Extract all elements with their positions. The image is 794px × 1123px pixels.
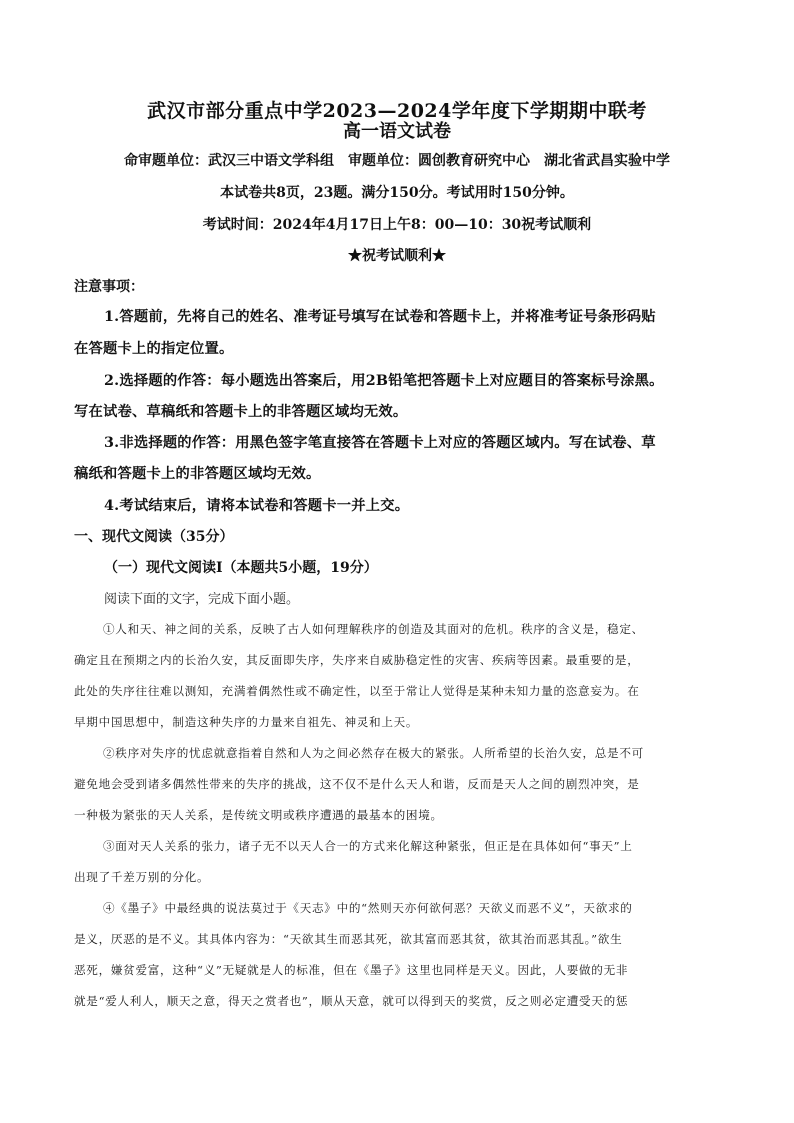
exam-title: 武汉市部分重点中学2023—2024学年度下学期期中联考: [147, 100, 647, 122]
notice-heading: 注意事项：: [74, 279, 144, 295]
passage-line: ④《墨子》中最经典的说法莫过于《天志》中的“然则天亦何欲何恶？天欲义而恶不义”，天欲求的: [103, 901, 633, 915]
passage-line: 避免地会受到诸多偶然性带来的失序的挑战，这不仅不是什么天人和谐，反而是天人之间的剧烈冲突，是: [74, 777, 640, 791]
passage-line: ①人和天、神之间的关系，反映了古人如何理解秩序的创造及其面对的危机。秩序的含义是，稳定、: [103, 622, 644, 636]
notice-line: 写在试卷、草稿纸和答题卡上的非答题区域均无效。: [74, 404, 408, 420]
passage-line: 早期中国思想中，制造这种失序的力量来自祖先、神灵和上天。: [74, 715, 419, 729]
organizers-line: 命审题单位：武汉三中语文学科组 审题单位：圆创教育研究中心 湖北省武昌实验中学: [124, 153, 670, 169]
passage-line: ②秩序对失序的忧虑就意指着自然和人为之间必然存在极大的紧张。人所希望的长治久安，总是不可: [103, 746, 644, 760]
passage-line: 出现了千差万别的分化。: [74, 870, 210, 884]
notice-line: 3.非选择题的作答：用黑色签字笔直接答在答题卡上对应的答题区域内。写在试卷、草: [104, 435, 656, 451]
passage-line: 此处的失序往往难以测知，充满着偶然性或不确定性，以至于常让人觉得是某种未知力量的恣意妄为。在: [74, 684, 640, 698]
wish-line: ★祝考试顺利★: [348, 248, 446, 264]
section-subheading: （一）现代文阅读Ⅰ（本题共5小题，19分）: [104, 560, 378, 576]
notice-line: 4.考试结束后，请将本试卷和答题卡一并上交。: [104, 498, 410, 514]
passage-line: 一种极为紧张的天人关系，是传统文明或秩序遭遇的最基本的困境。: [74, 808, 443, 822]
exam-info-line: 本试卷共8页，23题。满分150分。考试用时150分钟。: [220, 185, 574, 201]
exam-subtitle: 高一语文试卷: [343, 121, 451, 142]
section-heading: 一、现代文阅读（35分）: [74, 529, 234, 545]
notice-line: 2.选择题的作答：每小题选出答案后，用2B铅笔把答题卡上对应题目的答案标号涂黑。: [104, 373, 664, 389]
notice-line: 1.答题前，先将自己的姓名、准考证号填写在试卷和答题卡上，并将准考证号条形码贴: [104, 309, 656, 325]
passage-line: 就是“爱人利人，顺天之意，得天之赏者也”，顺从天意，就可以得到天的奖赏，反之则必定遭受天的惩: [74, 994, 629, 1008]
passage-line: 恶死，嫌贫爱富，这种“义”无疑就是人的标准，但在《墨子》这里也同样是天义。因此，人要做的无非: [74, 963, 629, 977]
exam-time-line: 考试时间：2024年4月17日上午8：00—10：30祝考试顺利: [202, 217, 592, 233]
section-instruction: 阅读下面的文字，完成下面小题。: [104, 592, 300, 607]
notice-line: 稿纸和答题卡上的非答题区域均无效。: [74, 466, 321, 482]
passage-line: 是义，厌恶的是不义。其具体内容为：“天欲其生而恶其死，欲其富而恶其贫，欲其治而恶其乱。”欲生: [74, 932, 623, 946]
notice-line: 在答题卡上的指定位置。: [74, 341, 234, 357]
passage-line: 确定且在预期之内的长治久安，其反面即失序，失序来自威胁稳定性的灾害、疾病等因素。最重要的是，: [74, 653, 640, 667]
passage-line: ③面对天人关系的张力，诸子无不以天人合一的方式来化解这种紧张，但正是在具体如何“事天”上: [103, 839, 633, 853]
